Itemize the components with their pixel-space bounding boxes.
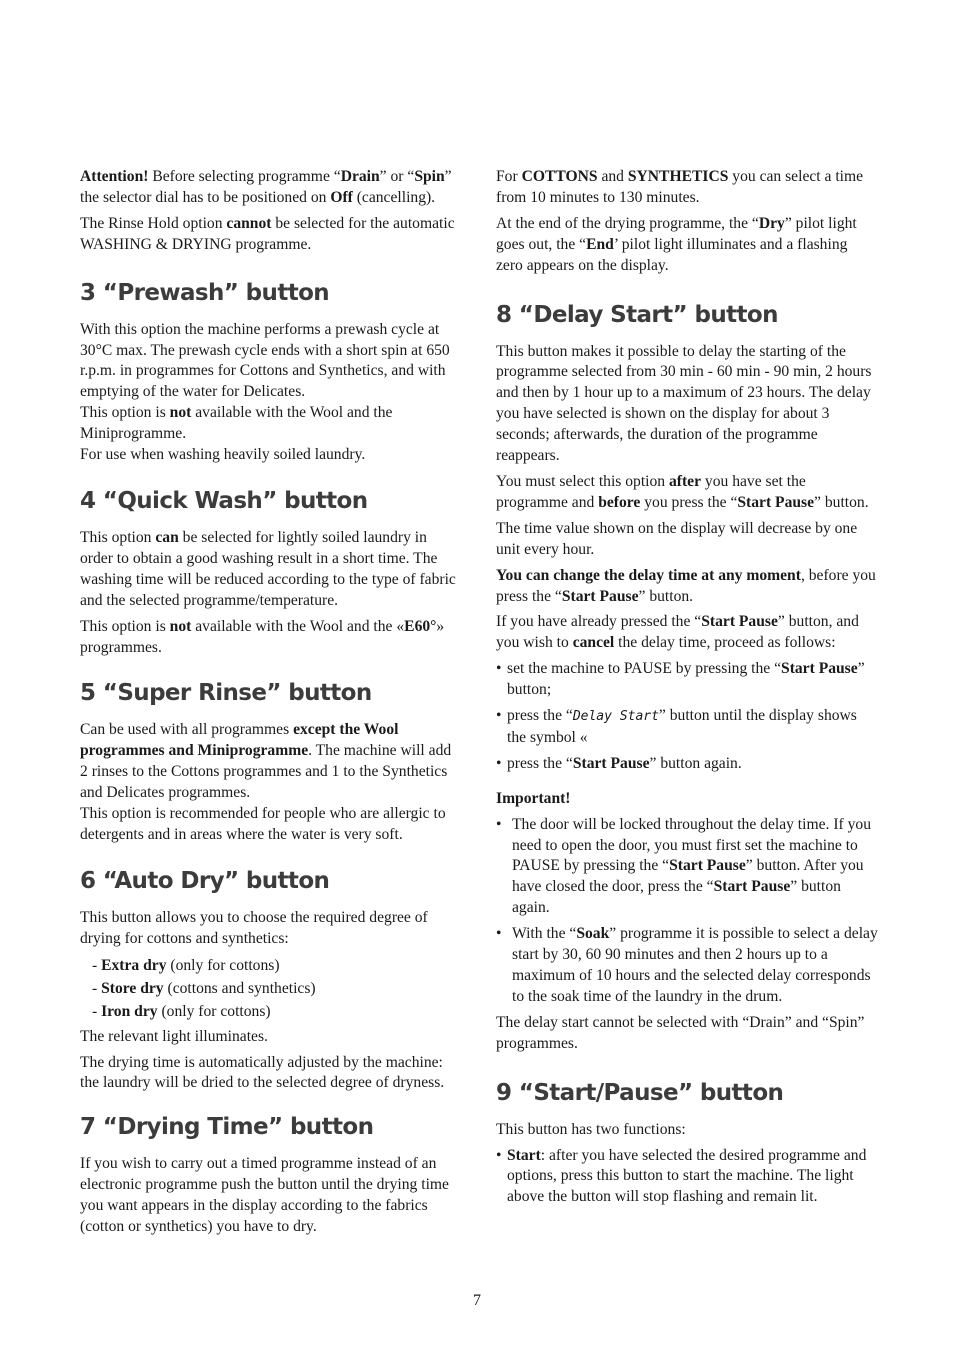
important-label: Important! [496, 789, 571, 807]
page-number: 7 [473, 1292, 481, 1309]
quick-wash-paragraph: This option can be selected for lightly soiled laundry in order to obtain a good washing result in a short time. The washing time will be reduced according to the type of fabric and the selected programme/temperature. [80, 528, 456, 609]
auto-dry-paragraph: This button allows you to choose the required degree of drying for cottons and synthetics: [80, 908, 428, 947]
delay-start-cancel: If you have already pressed the “Start Pause” button, and you wish to cancel the delay time, proceed as follows: [496, 613, 859, 652]
drying-time-paragraph: If you wish to carry out a timed programme instead of an electronic programme push the button until the drying time you want appears in the display according to the fabrics (cotton or synthetics) you have to dry. [80, 1155, 449, 1236]
dry-option-extra: - Extra dry (only for cottons) [92, 956, 280, 974]
dry-option-iron: - Iron dry (only for cottons) [92, 1002, 271, 1020]
prewash-paragraph: With this option the machine performs a prewash cycle at 30°C max. The prewash cycle ends with a short spin at 650 r.p.m. in programmes for Cottons and Synthetics, and with emptying of the water for Delicates. [80, 320, 450, 401]
rinse-hold-note: The Rinse Hold option cannot be selected for the automatic WASHING & DRYING programme. [80, 214, 455, 253]
right-column [496, 167, 878, 1213]
start-pause-paragraph: This button has two functions: [496, 1120, 686, 1138]
prewash-usage: For use when washing heavily soiled laundry. [80, 446, 366, 464]
quick-wash-availability: This option is not available with the Wool and the «E60°» programmes. [80, 617, 445, 656]
left-column [80, 167, 460, 1243]
super-rinse-paragraph: Can be used with all programmes except the Wool programmes and Miniprogramme. The machine will add 2 rinses to the Cottons programmes and 1 to the Synthetics and Delicates programmes. [80, 721, 452, 802]
auto-dry-heading: 6 “Auto Dry” button [80, 867, 330, 894]
auto-dry-light: The relevant light illuminates. [80, 1027, 268, 1045]
delay-start-order: You must select this option after you have set the programme and before you press the “Start Pause” button. [496, 472, 869, 511]
prewash-availability: This option is not available with the Wool and the Miniprogramme. [80, 404, 393, 443]
important-soak: • With the “Soak” programme it is possible to select a delay start by 30, 60 90 minutes and then 2 hours up to a maximum of 10 hours and the selected delay corresponds to the soak time of the laundry in the drum. [496, 925, 878, 1005]
delay-start-paragraph: This button makes it possible to delay the starting of the programme selected from 30 min - 60 min - 90 min, 2 hours and then by 1 hour up to a maximum of 23 hours. The delay you have selected is shown on the display for about 3 seconds; afterwards, the duration of the programme reappears. [496, 342, 872, 465]
attention-note: Attention! Before selecting programme “Drain” or “Spin” the selector dial has to be positioned on Off (cancelling). [80, 168, 452, 206]
delay-start-heading: 8 “Delay Start” button [496, 301, 778, 328]
dry-option-store: - Store dry (cottons and synthetics) [92, 979, 316, 997]
cottons-synthetics-note: For COTTONS and SYNTHETICS you can select a time from 10 minutes to 130 minutes. [496, 168, 864, 206]
cancel-step-2: • press the “Delay Start” button until the display shows the symbol « [496, 707, 857, 746]
delay-start-restriction: The delay start cannot be selected with “Drain” and “Spin” programmes. [496, 1013, 865, 1052]
start-pause-heading: 9 “Start/Pause” button [496, 1079, 784, 1106]
start-function: • Start: after you have selected the desired programme and options, press this button to start the machine. The light above the button will stop flashing and remain lit. [496, 1146, 867, 1206]
end-of-drying-note: At the end of the drying programme, the “Dry” pilot light goes out, the “End’ pilot light illuminates and a flashing zero appears on the display. [496, 214, 857, 274]
cancel-step-1: • set the machine to PAUSE by pressing the “Start Pause” button; [496, 660, 865, 699]
cancel-step-3: • press the “Start Pause” button again. [496, 754, 742, 772]
super-rinse-allergy: This option is recommended for people who are allergic to detergents and in areas where the water is very soft. [80, 805, 446, 843]
drying-time-heading: 7 “Drying Time” button [80, 1114, 374, 1141]
super-rinse-heading: 5 “Super Rinse” button [80, 680, 372, 707]
important-door-lock: • The door will be locked throughout the delay time. If you need to open the door, you must first set the machine to PAUSE by pressing the “Start Pause” button. After you have closed the door, press the “Start Pause” button again. [496, 815, 871, 917]
prewash-heading: 3 “Prewash” button [80, 279, 330, 306]
delay-start-change: You can change the delay time at any moment, before you press the “Start Pause” button. [496, 566, 876, 605]
auto-dry-time: The drying time is automatically adjusted by the machine: the laundry will be dried to the selected degree of dryness. [80, 1053, 445, 1092]
delay-start-countdown: The time value shown on the display will decrease by one unit every hour. [496, 519, 858, 558]
quick-wash-heading: 4 “Quick Wash” button [80, 487, 368, 514]
